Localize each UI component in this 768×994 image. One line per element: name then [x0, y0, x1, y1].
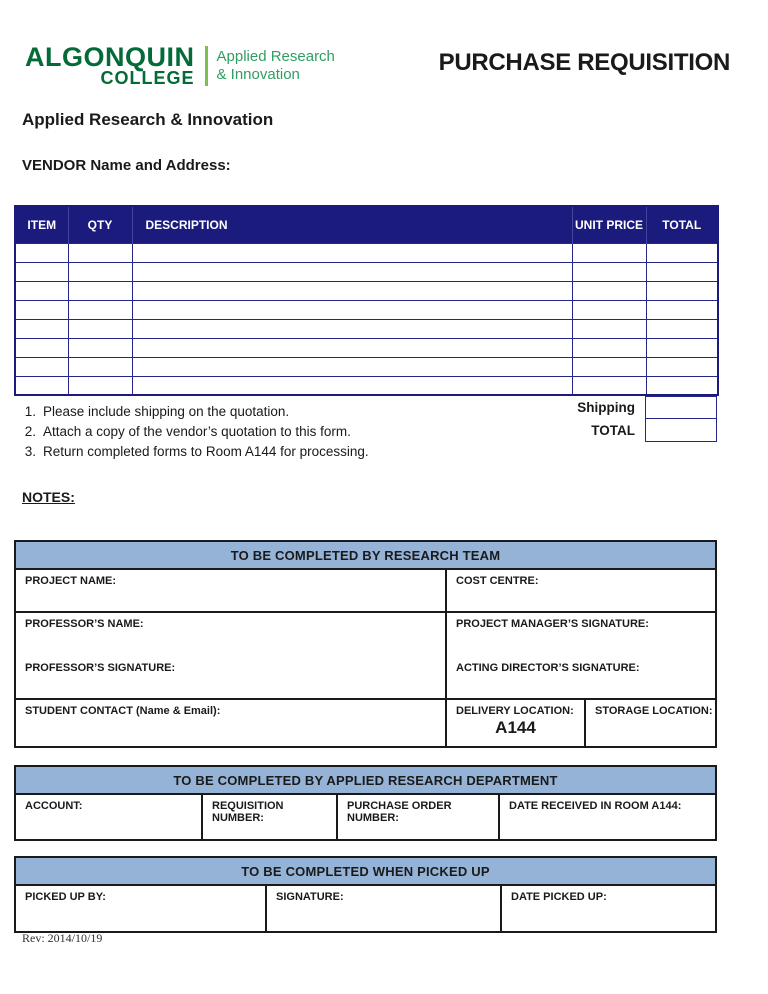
delivery-location-field[interactable] [447, 700, 586, 746]
page-title: PURCHASE REQUISITION [438, 49, 730, 76]
instruction-item [14, 422, 369, 442]
unit-price-cell[interactable] [572, 357, 646, 376]
purchase-order-number-label: PURCHASE ORDER NUMBER: [347, 800, 452, 825]
project-name-field[interactable] [16, 570, 447, 611]
algonquin-college-logo [25, 42, 335, 88]
item-row [15, 262, 718, 281]
storage-location-label: STORAGE LOCATION: [595, 705, 713, 718]
description-cell[interactable] [132, 281, 572, 300]
pickup-section-title: TO BE COMPLETED WHEN PICKED UP [16, 858, 715, 886]
research-team-section-title: TO BE COMPLETED BY RESEARCH TEAM [16, 542, 715, 570]
shipping-value-box[interactable] [645, 396, 717, 419]
applied-research-department-section [14, 765, 717, 841]
requisition-number-field[interactable] [203, 795, 338, 839]
shipping-row [477, 396, 717, 419]
instruction-text: Attach a copy of the vendor’s quotation to this form. [43, 424, 351, 440]
research-team-row-2 [16, 613, 715, 700]
professor-name-signature-field[interactable] [16, 613, 447, 698]
department-heading: Applied Research & Innovation [22, 110, 274, 130]
item-row [15, 357, 718, 376]
item-row [15, 281, 718, 300]
revision-date: Rev: 2014/10/19 [22, 931, 103, 945]
project-manager-signature-label: PROJECT MANAGER’S SIGNATURE: [456, 618, 649, 631]
qty-cell[interactable] [68, 338, 132, 357]
total-cell[interactable] [646, 376, 718, 395]
total-cell[interactable] [646, 300, 718, 319]
student-contact-label: STUDENT CONTACT (Name & Email): [25, 705, 221, 718]
description-cell[interactable] [132, 300, 572, 319]
column-header-total: TOTAL [646, 206, 718, 243]
description-cell[interactable] [132, 357, 572, 376]
total-cell[interactable] [646, 338, 718, 357]
instruction-item [14, 402, 369, 422]
item-row [15, 319, 718, 338]
item-cell[interactable] [15, 262, 68, 281]
item-cell[interactable] [15, 338, 68, 357]
research-team-row-1 [16, 570, 715, 613]
total-cell[interactable] [646, 319, 718, 338]
total-cell[interactable] [646, 243, 718, 262]
picked-up-by-field[interactable] [16, 886, 267, 931]
notes-heading: NOTES: [22, 489, 75, 506]
column-header-qty: QTY [68, 206, 132, 243]
items-table [14, 205, 719, 396]
logo-college-wordmark [25, 42, 195, 88]
date-received-label: DATE RECEIVED IN ROOM A144: [509, 800, 682, 813]
total-cell[interactable] [646, 262, 718, 281]
date-picked-up-field[interactable] [502, 886, 715, 931]
column-header-unit-price: UNIT PRICE [572, 206, 646, 243]
item-row [15, 243, 718, 262]
unit-price-cell[interactable] [572, 262, 646, 281]
qty-cell[interactable] [68, 376, 132, 395]
research-team-section [14, 540, 717, 748]
instructions-list [14, 402, 369, 462]
description-cell[interactable] [132, 262, 572, 281]
pickup-section [14, 856, 717, 933]
instruction-item [14, 442, 369, 462]
date-received-field[interactable] [500, 795, 715, 839]
logo-tagline-line2: & Innovation [216, 65, 300, 83]
grand-total-row [477, 419, 717, 442]
applied-research-department-section-title: TO BE COMPLETED BY APPLIED RESEARCH DEPARTMENT [16, 767, 715, 795]
shipping-label: Shipping [577, 400, 635, 416]
item-row [15, 338, 718, 357]
item-cell[interactable] [15, 300, 68, 319]
grand-total-value-box[interactable] [645, 418, 717, 443]
qty-cell[interactable] [68, 281, 132, 300]
acting-director-signature-label: ACTING DIRECTOR’S SIGNATURE: [456, 662, 640, 675]
qty-cell[interactable] [68, 262, 132, 281]
qty-cell[interactable] [68, 300, 132, 319]
qty-cell[interactable] [68, 243, 132, 262]
unit-price-cell[interactable] [572, 243, 646, 262]
item-cell[interactable] [15, 319, 68, 338]
picked-up-by-label: PICKED UP BY: [25, 891, 106, 904]
item-cell[interactable] [15, 281, 68, 300]
logo-tagline-line1: Applied Research [216, 48, 335, 65]
item-row [15, 300, 718, 319]
cost-centre-field[interactable] [447, 570, 715, 611]
cost-centre-label: COST CENTRE: [456, 575, 539, 588]
pickup-row [16, 886, 715, 931]
logo-tagline [217, 48, 335, 83]
delivery-location-value: A144 [495, 718, 536, 738]
item-row [15, 376, 718, 395]
item-cell[interactable] [15, 376, 68, 395]
qty-cell[interactable] [68, 357, 132, 376]
total-cell[interactable] [646, 281, 718, 300]
instruction-number: 2. [24, 424, 36, 440]
vendor-name-address-label: VENDOR Name and Address: [22, 157, 231, 175]
department-row [16, 795, 715, 839]
description-cell[interactable] [132, 338, 572, 357]
column-header-item: ITEM [15, 206, 68, 243]
purchase-order-number-field[interactable] [338, 795, 500, 839]
research-team-row-3 [16, 700, 715, 746]
project-name-label: PROJECT NAME: [25, 575, 117, 588]
professor-signature-label: PROFESSOR’S SIGNATURE: [25, 662, 176, 675]
instruction-number: 3. [24, 444, 36, 460]
logo-college-line2: COLLEGE [100, 67, 195, 88]
item-cell[interactable] [15, 243, 68, 262]
description-cell[interactable] [132, 243, 572, 262]
grand-total-label: TOTAL [591, 423, 635, 439]
instruction-text: Please include shipping on the quotation. [43, 404, 290, 420]
pickup-signature-field[interactable] [267, 886, 502, 931]
unit-price-cell[interactable] [572, 300, 646, 319]
description-cell[interactable] [132, 319, 572, 338]
account-label: ACCOUNT: [25, 800, 83, 813]
delivery-location-label: DELIVERY LOCATION: [456, 705, 574, 718]
description-cell[interactable] [132, 376, 572, 395]
total-cell[interactable] [646, 357, 718, 376]
unit-price-cell[interactable] [572, 319, 646, 338]
item-cell[interactable] [15, 357, 68, 376]
logo-college-line1: ALGONQUIN [25, 42, 195, 72]
qty-cell[interactable] [68, 319, 132, 338]
unit-price-cell[interactable] [572, 376, 646, 395]
unit-price-cell[interactable] [572, 338, 646, 357]
instruction-number: 1. [24, 404, 36, 420]
student-contact-field[interactable] [16, 700, 447, 746]
professor-name-label: PROFESSOR’S NAME: [25, 618, 144, 631]
instructions-and-totals [14, 396, 717, 462]
totals-block [477, 396, 717, 462]
manager-director-signature-field[interactable] [447, 613, 715, 698]
page-header [0, 0, 768, 86]
column-header-description: DESCRIPTION [132, 206, 572, 243]
requisition-number-label: REQUISITION NUMBER: [212, 800, 284, 825]
instruction-text: Return completed forms to Room A144 for processing. [43, 444, 369, 460]
account-field[interactable] [16, 795, 203, 839]
items-table-header-row [15, 206, 718, 243]
date-picked-up-label: DATE PICKED UP: [511, 891, 607, 904]
unit-price-cell[interactable] [572, 281, 646, 300]
storage-location-field[interactable] [586, 700, 715, 746]
pickup-signature-label: SIGNATURE: [276, 891, 344, 904]
logo-divider-bar [205, 46, 208, 86]
